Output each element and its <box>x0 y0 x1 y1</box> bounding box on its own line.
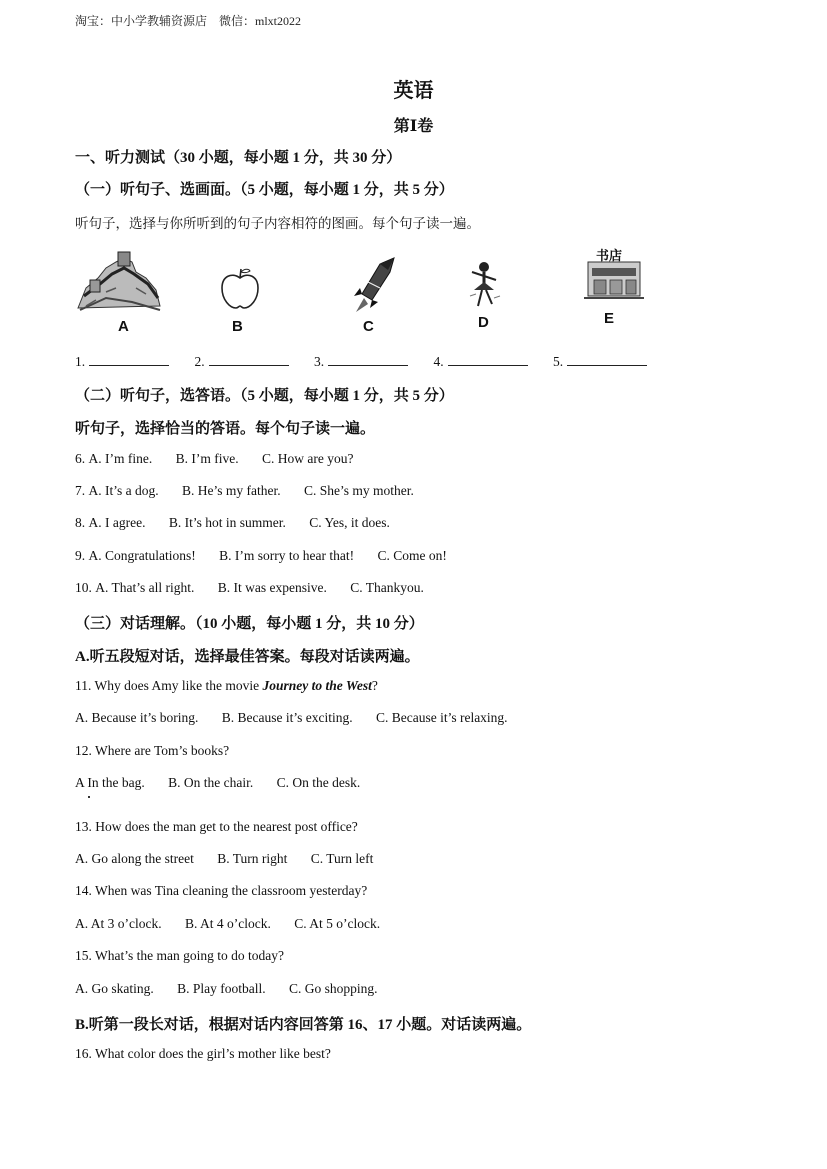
question-15: 15. What’s the man going to do today? <box>75 948 284 963</box>
movie-title: Journey to the West <box>262 678 372 693</box>
answer-blank-5[interactable]: 5. <box>553 353 647 370</box>
part1-heading: 一、听力测试（30 小题，每小题 1 分，共 30 分） <box>75 150 402 166</box>
question-6: 6. A. I’m fine. B. I’m five. C. How are you? <box>75 451 354 466</box>
question-13-options: A. Go along the street B. Turn right C. Turn left <box>75 851 374 866</box>
question-11-options: A. Because it’s boring. B. Because it’s exciting. C. Because it’s relaxing. <box>75 710 508 725</box>
bookstore-sign: 书店 <box>596 249 623 264</box>
section3-heading: （三）对话理解。（10 小题，每小题 1 分，共 10 分） <box>75 616 424 632</box>
volume-title: 第Ⅰ卷 <box>393 118 434 135</box>
answer-blank-1[interactable]: 1. <box>75 353 169 370</box>
picture-b-label: B <box>232 318 243 335</box>
section2-instruction: 听句子，选择恰当的答语。每个句子读一遍。 <box>75 421 376 437</box>
page-header: 淘宝：中小学教辅资源店 微信：mlxt2022 <box>75 14 302 28</box>
question-8: 8. A. I agree. B. It’s hot in summer. C. Yes, it does. <box>75 515 390 530</box>
picture-c-label: C <box>363 318 374 335</box>
rocket-icon <box>350 254 400 316</box>
section2-heading: （二）听句子，选答语。（5 小题，每小题 1 分，共 5 分） <box>75 388 454 404</box>
section3-part-a: A.听五段短对话，选择最佳答案。每段对话读两遍。 <box>75 649 420 665</box>
great-wall-icon <box>76 248 162 316</box>
answer-blank-4[interactable]: 4. <box>434 353 528 370</box>
answer-blanks-row <box>75 353 669 370</box>
question-15-options: A. Go skating. B. Play football. C. Go shopping. <box>75 981 378 996</box>
question-10: 10. A. That’s all right. B. It was expensive. C. Thankyou. <box>75 580 424 595</box>
section1-heading: （一）听句子、选画面。（5 小题，每小题 1 分，共 5 分） <box>75 182 454 198</box>
exam-title: 英语 <box>393 80 434 102</box>
question-11: 11. Why does Amy like the movie Journey to the West? <box>75 678 378 693</box>
question-16: 16. What color does the girl’s mother like best? <box>75 1046 331 1061</box>
picture-e-label: E <box>604 310 615 327</box>
question-7: 7. A. It’s a dog. B. He’s my father. C. She’s my mother. <box>75 483 414 498</box>
section3-part-b: B.听第一段长对话，根据对话内容回答第 16、17 小题。对话读两遍。 <box>75 1017 532 1033</box>
picture-a-label: A <box>118 318 129 335</box>
apple-icon <box>218 266 262 310</box>
question-12: 12. Where are Tom’s books? <box>75 743 230 758</box>
question-14-options: A. At 3 o’clock. B. At 4 o’clock. C. At 5 o’clock. <box>75 916 381 931</box>
stray-dot <box>88 796 90 798</box>
dancer-icon <box>466 260 502 310</box>
question-12-options: A In the bag. B. On the chair. C. On the desk. <box>75 775 361 790</box>
picture-d-label: D <box>478 314 489 331</box>
section1-instruction: 听句子，选择与你所听到的句子内容相符的图画。每个句子读一遍。 <box>75 216 480 231</box>
answer-blank-2[interactable]: 2. <box>195 353 289 370</box>
question-13: 13. How does the man get to the nearest post office? <box>75 819 358 834</box>
question-14: 14. When was Tina cleaning the classroom yesterday? <box>75 883 368 898</box>
answer-blank-3[interactable]: 3. <box>314 353 408 370</box>
question-9: 9. A. Congratulations! B. I’m sorry to hear that! C. Come on! <box>75 548 447 563</box>
